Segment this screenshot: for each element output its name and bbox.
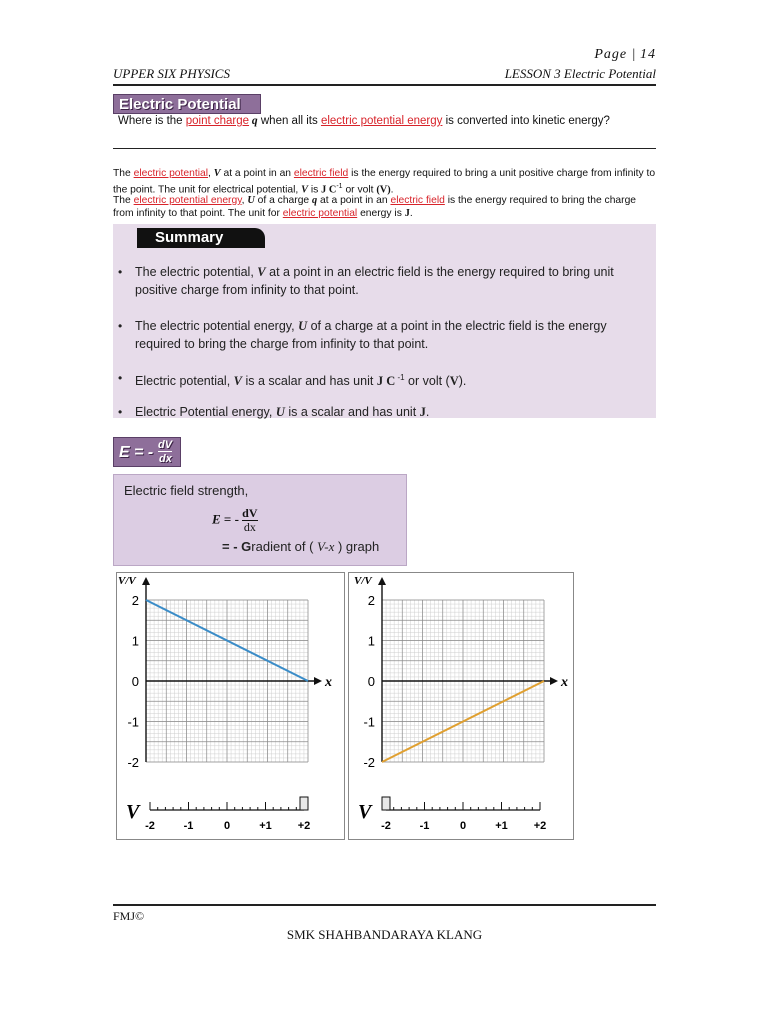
y-tick-label: 1	[367, 633, 375, 649]
graph-panel-left	[116, 572, 345, 840]
y-tick-label: -2	[127, 755, 139, 770]
summary-bullet: • The electric potential energy, U of a charge at a point in the electric field is the energy required to bring the charge from infinity to that point.	[118, 319, 607, 351]
page-number: Page | 14	[594, 47, 656, 62]
meter-label: V	[358, 801, 372, 823]
section-title: Electric Potential	[113, 94, 261, 114]
meter-label: V	[126, 801, 140, 823]
vx-graph-decreasing	[117, 573, 344, 839]
question: Where is the point charge q when all its electric potential energy is converted into kinetic energy?	[118, 115, 610, 127]
meter-tick-label: +1	[495, 820, 508, 832]
y-axis-arrow	[142, 577, 150, 585]
footer-rule	[113, 904, 656, 906]
graph-panel-right	[348, 572, 574, 840]
x-axis-arrow	[314, 677, 322, 685]
section-rule	[113, 148, 656, 149]
y-tick-label: 1	[131, 633, 139, 649]
y-tick-label: 2	[367, 593, 375, 608]
field-strength-box: Electric field strength, E = - $\frac{dV}{dx}$ = - Gradient of ( V-x ) graph	[113, 474, 407, 566]
y-tick-label: -1	[127, 714, 139, 730]
summary-title: Summary	[137, 228, 265, 248]
summary-bullet: • The electric potential, V at a point in an electric field is the energy required to bring unit positive charge from infinity to that point.	[118, 265, 614, 297]
definition-potential-energy: The electric potential energy, U of a charge q at a point in an electric field is the energy required to bring the charge from infinity to that point. The unit for electric potential energy is J.	[113, 195, 637, 219]
y-tick-label: 2	[131, 593, 139, 608]
meter-tick-label: 0	[223, 820, 231, 832]
footer-author: FMJ©	[113, 909, 145, 923]
meter-pointer	[382, 797, 390, 810]
y-tick-label: -2	[363, 755, 375, 770]
y-tick-label: 0	[131, 674, 139, 689]
footer-school: SMK SHAHBANDARAYA KLANG	[286, 927, 483, 942]
y-axis-label: V/V	[354, 575, 372, 587]
formula-badge: E = - dV dx	[113, 437, 181, 467]
x-axis-arrow	[550, 677, 558, 685]
y-tick-label: -1	[363, 714, 375, 730]
y-axis-arrow	[378, 577, 386, 585]
course-name: UPPER SIX PHYSICS	[113, 66, 230, 81]
lesson-title: LESSON 3 Electric Potential	[504, 66, 656, 81]
meter-tick-label: +2	[297, 820, 311, 832]
meter-tick-label: +1	[259, 820, 272, 832]
meter-tick-label: -2	[145, 820, 155, 832]
vx-graph-increasing	[349, 573, 573, 839]
header-rule	[113, 84, 656, 86]
meter-tick-label: +2	[533, 820, 547, 832]
y-axis-label: V/V	[118, 575, 136, 587]
meter-tick-label: 0	[459, 820, 467, 832]
summary-bullet: • Electric Potential energy, U is a scalar and has unit J.	[118, 405, 430, 419]
meter-tick-label: -2	[381, 820, 391, 832]
x-axis-label: x	[325, 675, 332, 690]
meter-tick-label: -1	[183, 820, 194, 832]
summary-bullet: • Electric potential, V is a scalar and has unit J C $^{-1}$ or volt (V).	[118, 371, 467, 389]
definition-potential: The electric potential, V at a point in an electric field is the energy required to bring a unit positive charge from infinity to the point. The unit for electrical potential, V is J $C^{-1}$ or volt (V).	[113, 168, 656, 195]
meter-tick-label: -1	[419, 820, 430, 832]
meter-pointer	[300, 797, 308, 810]
x-axis-label: x	[561, 675, 568, 690]
y-tick-label: 0	[367, 674, 375, 689]
